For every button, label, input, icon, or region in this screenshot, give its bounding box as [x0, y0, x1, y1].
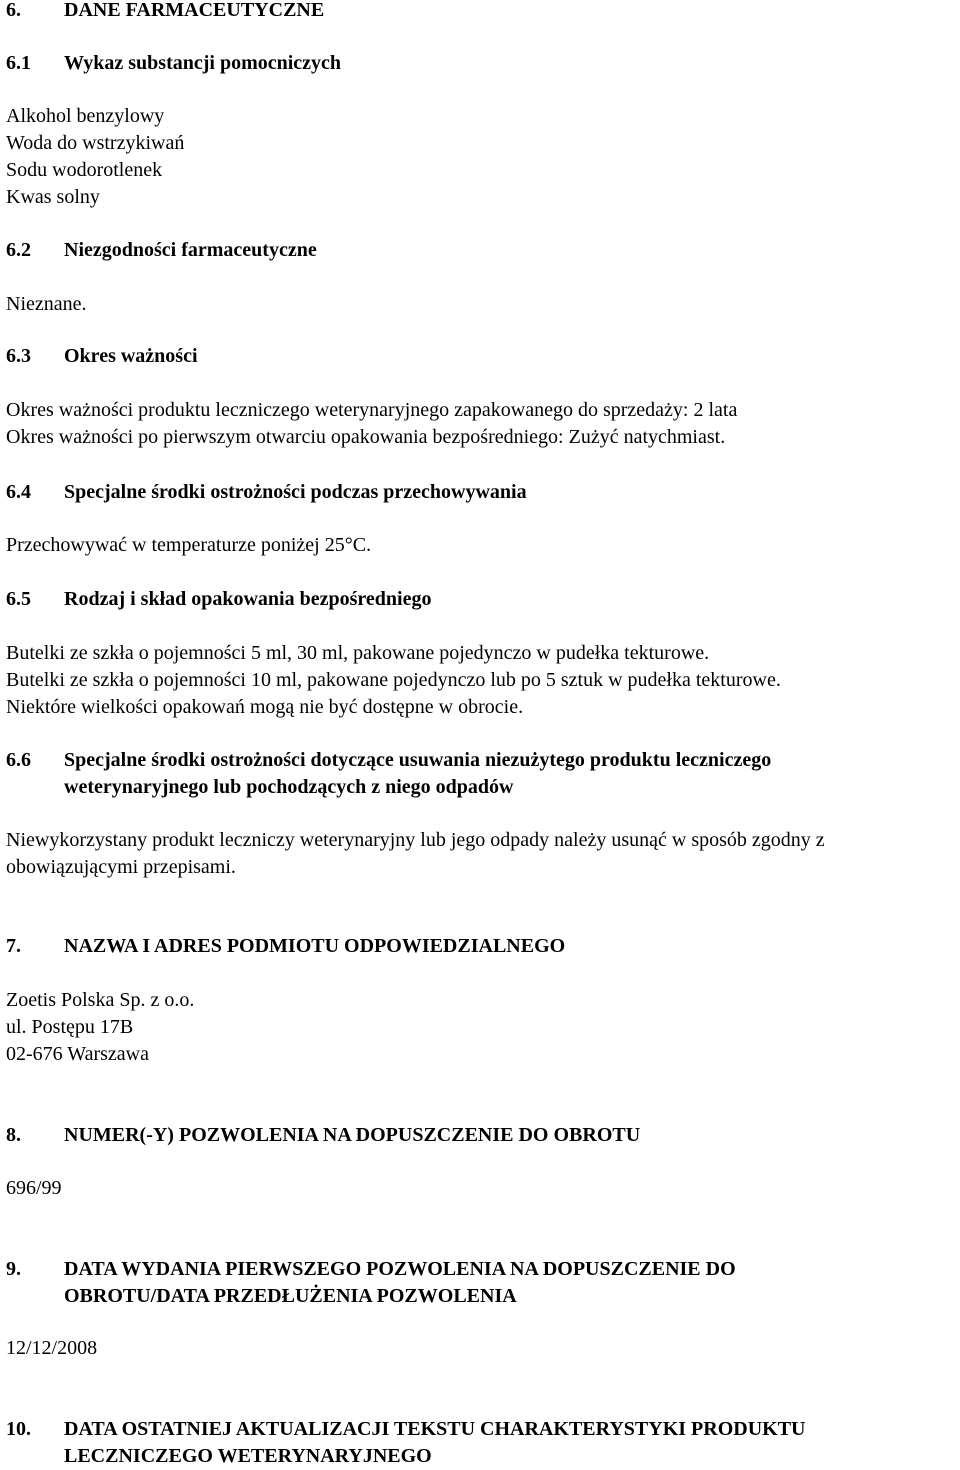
- body-text: 696/99: [6, 1177, 62, 1199]
- section-number: 6.4: [6, 481, 31, 503]
- section-number: 6.3: [6, 345, 31, 367]
- body-text: obowiązującymi przepisami.: [6, 856, 236, 878]
- section-title-line: OBROTU/DATA PRZEDŁUŻENIA POZWOLENIA: [64, 1285, 517, 1307]
- section-6-6-heading: [6, 747, 956, 801]
- address-line: Zoetis Polska Sp. z o.o.: [6, 989, 195, 1011]
- section-6-2-text: [6, 291, 956, 318]
- authorisation-number: [6, 1175, 956, 1202]
- section-title-line: DATA WYDANIA PIERWSZEGO POZWOLENIA NA DOPUSZCZENIE DO: [64, 1258, 736, 1280]
- list-item: Sodu wodorotlenek: [6, 159, 163, 181]
- section-title: [64, 747, 956, 801]
- section-title: NAZWA I ADRES PODMIOTU ODPOWIEDZIALNEGO: [64, 935, 566, 957]
- section-6-2-heading: [6, 237, 956, 264]
- body-text: Niewykorzystany produkt leczniczy weterynaryjny lub jego odpady należy usunąć w sposób zgodny z: [6, 829, 825, 851]
- section-title: Wykaz substancji pomocniczych: [64, 52, 342, 74]
- body-text: Przechowywać w temperaturze poniżej 25°C.: [6, 534, 372, 556]
- body-text: Butelki ze szkła o pojemności 5 ml, 30 ml, pakowane pojedynczo w pudełka tekturowe.: [6, 642, 710, 664]
- section-6-4-text: [6, 532, 956, 559]
- section-6-4-heading: [6, 479, 956, 506]
- body-text: Butelki ze szkła o pojemności 10 ml, pakowane pojedynczo lub po 5 sztuk w pudełka tekturowe.: [6, 669, 781, 691]
- list-item: Alkohol benzylowy: [6, 105, 165, 127]
- address-line: 02-676 Warszawa: [6, 1043, 149, 1065]
- authorisation-date: [6, 1335, 956, 1362]
- body-text: 12/12/2008: [6, 1337, 98, 1359]
- section-10-heading: [6, 1416, 956, 1470]
- section-number: 6.1: [6, 52, 31, 74]
- body-text: Nieznane.: [6, 293, 87, 315]
- holder-address: [6, 987, 956, 1068]
- section-title: Rodzaj i skład opakowania bezpośredniego: [64, 588, 432, 610]
- section-6-5-heading: [6, 586, 956, 613]
- section-title: DANE FARMACEUTYCZNE: [64, 0, 325, 21]
- section-title: Niezgodności farmaceutyczne: [64, 239, 317, 261]
- section-title-line: DATA OSTATNIEJ AKTUALIZACJI TEKSTU CHARAKTERYSTYKI PRODUKTU: [64, 1418, 806, 1440]
- list-item: Woda do wstrzykiwań: [6, 132, 185, 154]
- section-6-heading: [6, 0, 956, 24]
- section-number: 6.6: [6, 749, 31, 771]
- address-line: ul. Postępu 17B: [6, 1016, 134, 1038]
- section-7-heading: [6, 933, 956, 960]
- section-6-1-heading: [6, 50, 956, 77]
- section-6-3-heading: [6, 343, 956, 370]
- section-title: Okres ważności: [64, 345, 198, 367]
- body-text: Okres ważności produktu leczniczego weterynaryjnego zapakowanego do sprzedaży: 2 lata: [6, 399, 738, 421]
- body-text: Niektóre wielkości opakowań mogą nie być dostępne w obrocie.: [6, 696, 524, 718]
- section-6-3-text: [6, 397, 956, 451]
- section-title-line: Specjalne środki ostrożności dotyczące usuwania niezużytego produktu leczniczego: [64, 749, 772, 771]
- section-number: 9.: [6, 1258, 21, 1280]
- section-number: 8.: [6, 1124, 21, 1146]
- section-number: 6.2: [6, 239, 31, 261]
- section-9-heading: [6, 1256, 956, 1310]
- section-number: 10.: [6, 1418, 31, 1440]
- section-6-5-text: [6, 640, 956, 721]
- section-title-line: weterynaryjnego lub pochodzących z niego odpadów: [64, 776, 514, 798]
- section-title-line: LECZNICZEGO WETERYNARYJNEGO: [64, 1445, 432, 1467]
- section-title: [64, 1256, 956, 1310]
- section-number: 7.: [6, 935, 21, 957]
- excipients-list: [6, 103, 956, 211]
- section-number: 6.: [6, 0, 21, 21]
- section-title: [64, 1416, 956, 1470]
- list-item: Kwas solny: [6, 186, 100, 208]
- section-6-6-text: [6, 827, 956, 881]
- section-number: 6.5: [6, 588, 31, 610]
- section-title: NUMER(-Y) POZWOLENIA NA DOPUSZCZENIE DO OBROTU: [64, 1124, 641, 1146]
- section-title: Specjalne środki ostrożności podczas przechowywania: [64, 481, 527, 503]
- section-8-heading: [6, 1122, 956, 1149]
- body-text: Okres ważności po pierwszym otwarciu opakowania bezpośredniego: Zużyć natychmiast.: [6, 426, 726, 448]
